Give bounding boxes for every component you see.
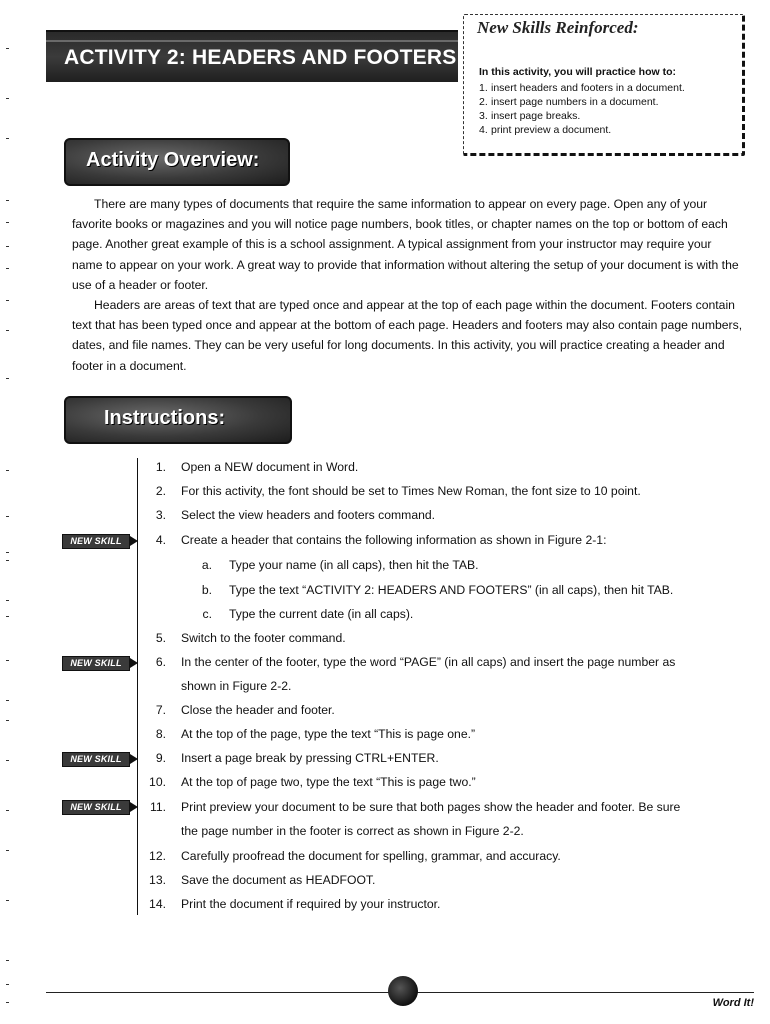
margin-speck (6, 900, 9, 901)
skills-reinforced-box (463, 14, 743, 154)
margin-speck (6, 552, 9, 553)
skills-list-item: 2. insert page numbers in a document. (479, 96, 659, 108)
overview-text (72, 194, 744, 376)
margin-speck (6, 98, 9, 99)
new-skill-badge: NEW SKILL (62, 534, 130, 549)
margin-speck (6, 600, 9, 601)
margin-speck (6, 700, 9, 701)
new-skill-badge: NEW SKILL (62, 800, 130, 815)
margin-speck (6, 560, 9, 561)
margin-speck (6, 246, 9, 247)
margin-speck (6, 138, 9, 139)
instructions-vertical-rule (137, 458, 138, 915)
margin-speck (6, 984, 9, 985)
margin-speck (6, 516, 9, 517)
margin-speck (6, 810, 9, 811)
new-skill-badge: NEW SKILL (62, 656, 130, 671)
margin-speck (6, 850, 9, 851)
skills-list (479, 81, 685, 137)
margin-speck (6, 720, 9, 721)
margin-speck (6, 760, 9, 761)
margin-speck (6, 48, 9, 49)
skills-list-item: 4. print preview a document. (479, 124, 612, 136)
margin-speck (6, 960, 9, 961)
margin-speck (6, 222, 9, 223)
margin-speck (6, 330, 9, 331)
footer-brand: Word It! (712, 997, 754, 1009)
margin-speck (6, 200, 9, 201)
margin-speck (6, 470, 9, 471)
overview-heading: Activity Overview: (86, 149, 260, 171)
instructions-heading-tab (64, 396, 292, 444)
overview-heading-tab (64, 138, 290, 186)
margin-speck (6, 616, 9, 617)
skills-list-item: 1. insert headers and footers in a document. (479, 82, 685, 94)
activity-title-banner (46, 30, 458, 82)
page-number-circle (388, 976, 418, 1006)
margin-speck (6, 1002, 9, 1003)
skills-list-item: 3. insert page breaks. (479, 110, 581, 122)
margin-speck (6, 268, 9, 269)
overview-paragraph: There are many types of documents that require the same information to appear on every page. Open any of your favorite books or magazines and you will notice page numbers, book titles, or chapter names on the top or bottom of each page. Another great example of this is a school assignment. A typical assignment from your instructor may require your name to appear on your work. A great way to provide that information without altering the setup of your document is with the use of a header or footer. (72, 197, 739, 292)
skills-box-title: New Skills Reinforced: (477, 18, 639, 37)
margin-speck (6, 660, 9, 661)
document-page: ACTIVITY 2: HEADERS AND FOOTERS New Skills Reinforced: In this activity, you will practice how to: 1. insert headers and footers in a document. 2. insert page numbers in a document. 3. insert page breaks. 4. print preview a document. Activity Overview: There are many types of documents that require the same information to appear on every page. Open any of your favorite books or magazines and you will notice page numbers, book titles, or chapter names on the top or bottom of each page. Another great example of this is a school assignment. A typical assignment from your instructor may require your name to appear on your work. A great way to provide that information without altering the setup of your document is with the use of a header or footer. Headers are areas of text that are typed once and appear at the top of each page within the document. Footers contain text that has been typed once and appear at the bottom of each page. Headers and footers may also contain page numbers, dates, and file names. They can be very useful for long documents. In this activity, you will practice creating a header and footer in a document. Instructions: 1. Open a NEW document in Word. 2. For this activity, the font should be set to Times New Roman, the font size to 10 point. 3. Select the view headers and footers command. 4. Create a header that contains the following information as shown in Figure 2-1: a. Type your name (in all caps), then hit the TAB. b. Type the text “ACTIVITY 2: HEADERS AND FOOTERS” (in all caps), then hit TAB. c. Type the current date (in all caps). 5. Switch to the footer command. 6. In the center of the footer, type the word “PAGE” (in all caps) and insert the page number as shown in Figure 2-2. 7. Close the header and footer. 8. At the top of the page, type the text “This is page one.” 9. Insert a page break by pressing CTRL+ENTER. 10. At the top of page two, type the text “This is page two.” 11. Print preview your document to be sure that both pages show the header and footer. Be sure the page number in the footer is correct as shown in Figure 2-2. 12. Carefully proofread the document for spelling, grammar, and accuracy. 13. Save the document as HEADFOOT. 14. Print the document if required by your instructor. NEW SKILL NEW SKILL NEW SKILL NEW SKILL Word It! (0, 0, 770, 1024)
new-skill-badge: NEW SKILL (62, 752, 130, 767)
margin-speck (6, 300, 9, 301)
skills-box-intro: In this activity, you will practice how to: (479, 66, 677, 78)
margin-speck (6, 378, 9, 379)
overview-paragraph: Headers are areas of text that are typed once and appear at the top of each page within the document. Footers contain text that has been typed once and appear at the bottom of each page. Headers and footers may also contain page numbers, dates, and file names. They can be very useful for long documents. In this activity, you will practice creating a header and footer in a document. (72, 298, 743, 373)
activity-title: ACTIVITY 2: HEADERS AND FOOTERS (64, 46, 457, 69)
instructions-heading: Instructions: (104, 407, 226, 429)
